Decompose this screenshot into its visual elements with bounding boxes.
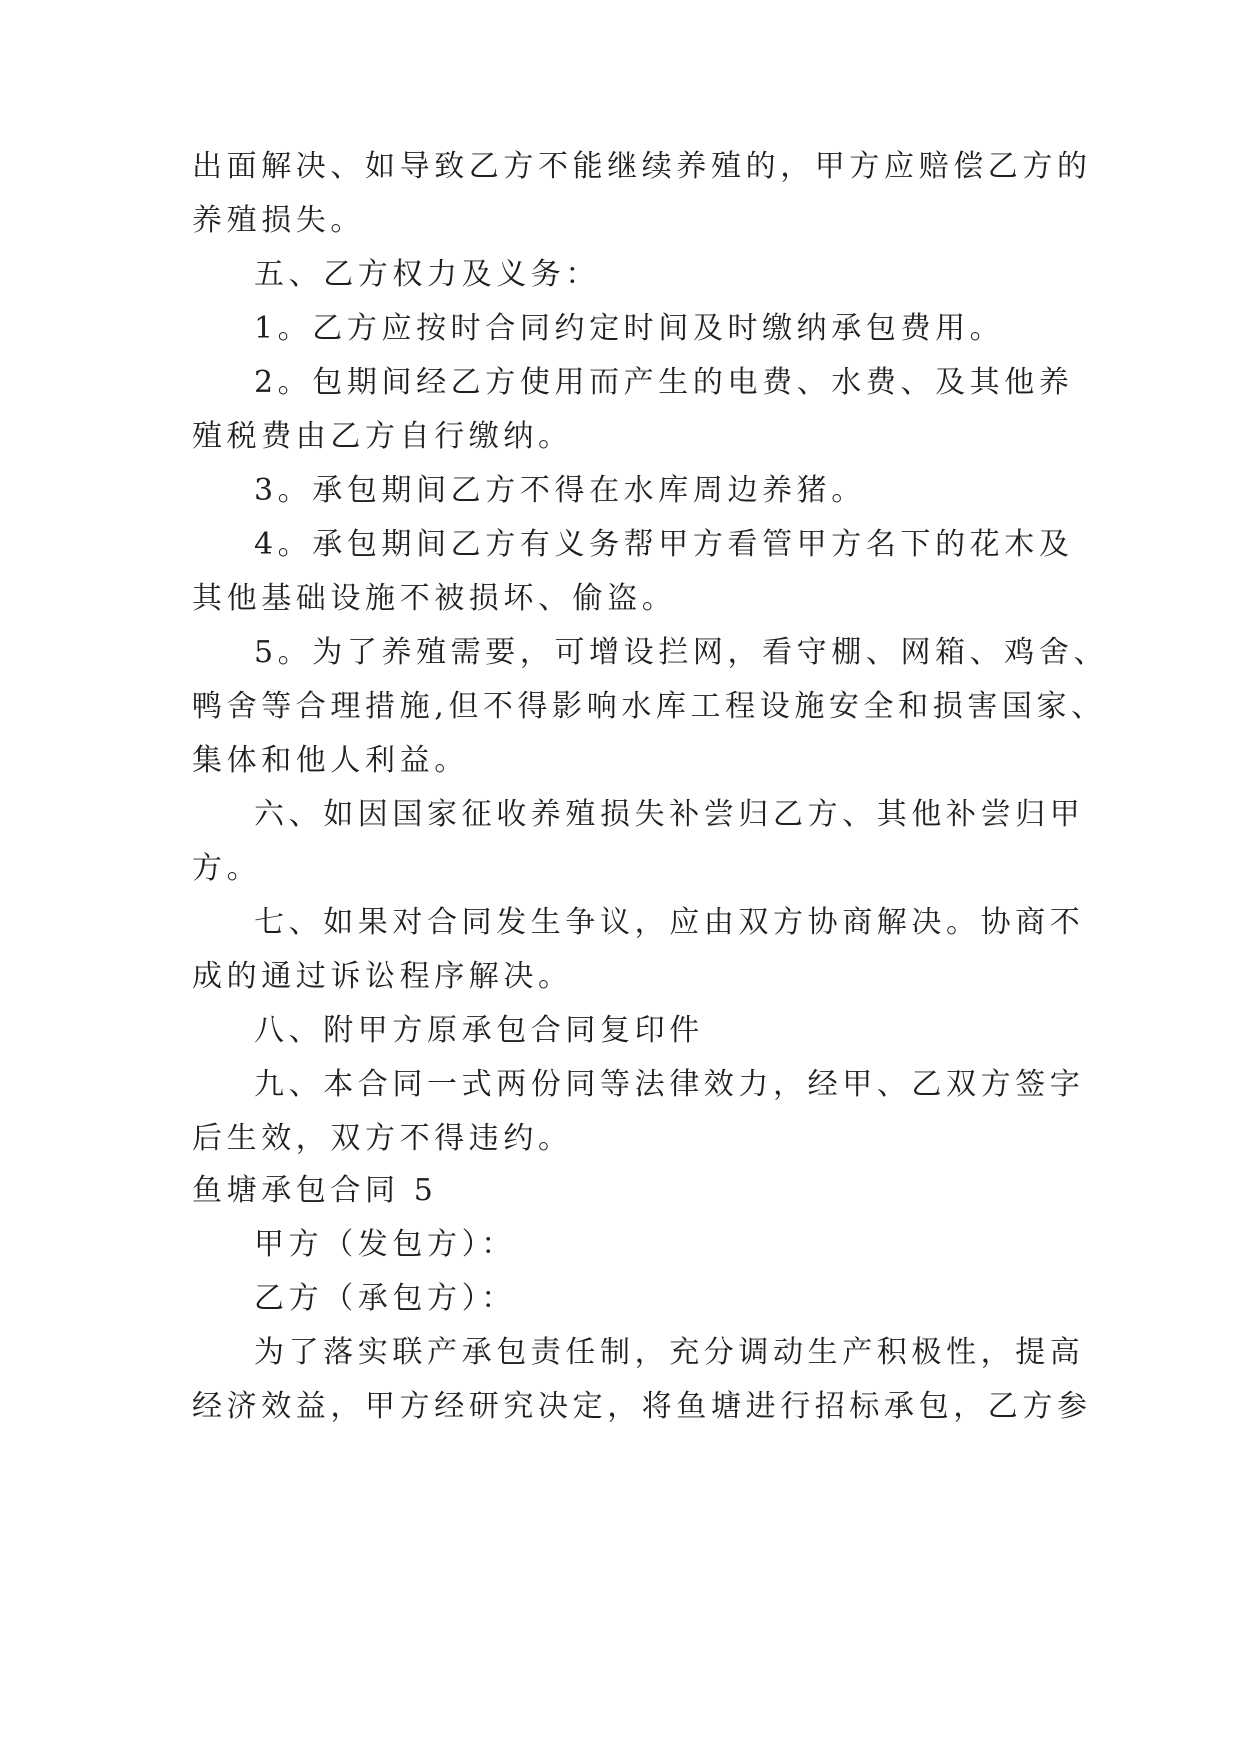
text-line: 鸭舍等合理措施,但不得影响水库工程设施安全和损害国家、	[192, 689, 1106, 724]
text-line: 集体和他人利益。	[192, 743, 469, 778]
section-heading: 八、附甲方原承包合同复印件	[254, 1013, 704, 1048]
contract-title: 鱼塘承包合同 5	[192, 1173, 438, 1208]
text-line: 5。为了养殖需要，可增设拦网，看守棚、网箱、鸡舍、	[254, 635, 1109, 670]
text-line: 后生效，双方不得违约。	[192, 1121, 573, 1156]
text-line: 养殖损失。	[192, 203, 365, 238]
text-line: 3。承包期间乙方不得在水库周边养猪。	[254, 473, 866, 508]
text-line: 为了落实联产承包责任制，充分调动生产积极性，提高	[254, 1335, 1085, 1370]
section-heading: 七、如果对合同发生争议，应由双方协商解决。协商不	[254, 905, 1085, 940]
text-line: 4。承包期间乙方有义务帮甲方看管甲方名下的花木及	[254, 527, 1074, 562]
text-line: 1。乙方应按时合同约定时间及时缴纳承包费用。	[254, 311, 1005, 346]
text-line: 殖税费由乙方自行缴纳。	[192, 419, 573, 454]
party-a-line: 甲方（发包方）：	[254, 1227, 516, 1262]
text-line: 出面解决、如导致乙方不能继续养殖的，甲方应赔偿乙方的	[192, 149, 1092, 184]
section-heading: 六、如因国家征收养殖损失补尝归乙方、其他补尝归甲	[254, 797, 1085, 832]
text-line: 成的通过诉讼程序解决。	[192, 959, 573, 994]
text-line: 其他基础设施不被损坏、偷盗。	[192, 581, 677, 616]
text-line: 2。包期间经乙方使用而产生的电费、水费、及其他养	[254, 365, 1074, 400]
text-line: 方。	[192, 851, 262, 886]
text-line: 经济效益，甲方经研究决定，将鱼塘进行招标承包，乙方参	[192, 1389, 1092, 1424]
section-heading: 九、本合同一式两份同等法律效力，经甲、乙双方签字	[254, 1067, 1085, 1102]
party-b-line: 乙方（承包方）：	[254, 1281, 516, 1316]
section-heading: 五、乙方权力及义务：	[254, 257, 600, 292]
